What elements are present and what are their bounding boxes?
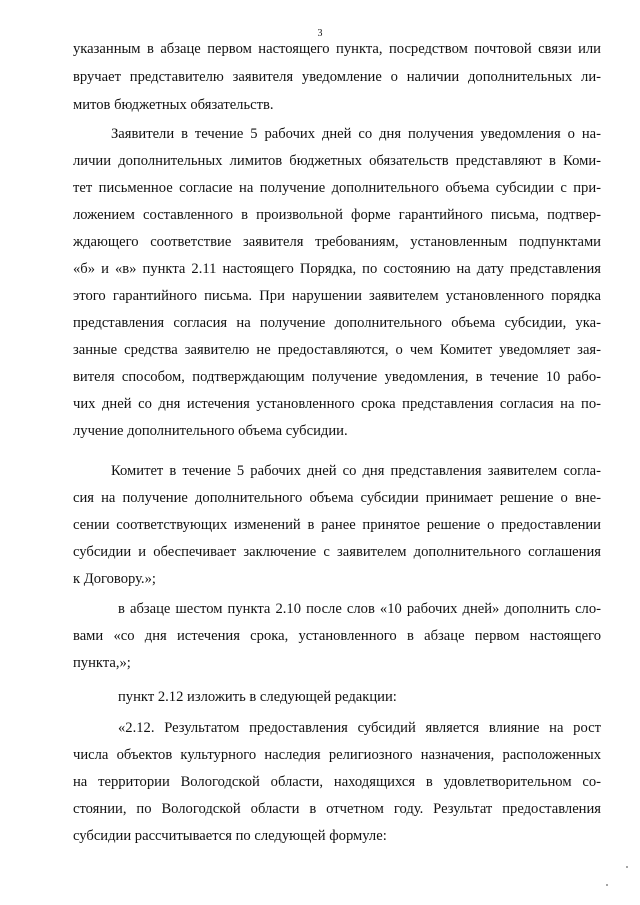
text-line: сении соответствующих изменений в ранее принятое решение о предоставлении — [73, 517, 601, 533]
text-line: числа объектов культурного наследия религиозного назначения, расположенных — [73, 747, 601, 763]
text-line: субсидии рассчитывается по следующей формуле: — [73, 828, 387, 844]
text-line: сия на получение дополнительного объема субсидии принимает решение о вне- — [73, 490, 601, 506]
text-line: лучение дополнительного объема субсидии. — [73, 423, 348, 439]
text-line: тет письменное согласие на получение дополнительного объема субсидии с при- — [73, 180, 601, 196]
text-line: Заявители в течение 5 рабочих дней со дня получения уведомления о на- — [111, 126, 601, 142]
text-line: ждающего соответствие заявителя требованиям, установленным подпунктами — [73, 234, 601, 250]
text-line: стоянии, по Вологодской области в отчетном году. Результат предоставления — [73, 801, 601, 817]
scan-speck — [626, 866, 628, 868]
text-line: вами «со дня истечения срока, установленного в абзаце первом настоящего — [73, 628, 601, 644]
text-line: «б» и «в» пункта 2.11 настоящего Порядка, по состоянию на дату представления — [73, 261, 601, 277]
text-line: Комитет в течение 5 рабочих дней со дня представления заявителем согла- — [111, 463, 601, 479]
text-line: в абзаце шестом пункта 2.10 после слов «10 рабочих дней» дополнить сло- — [118, 601, 601, 617]
text-line: пункта,»; — [73, 655, 131, 671]
scan-speck — [606, 884, 608, 886]
text-line: «2.12. Результатом предоставления субсидий является влияние на рост — [118, 720, 601, 736]
text-line: к Договору.»; — [73, 571, 156, 587]
text-line: митов бюджетных обязательств. — [73, 97, 274, 113]
text-line: указанным в абзаце первом настоящего пункта, посредством почтовой связи или — [73, 41, 601, 57]
text-line: вручает представителю заявителя уведомление о наличии дополнительных ли- — [73, 69, 601, 85]
text-line: представления согласия на получение дополнительного объема субсидии, ука- — [73, 315, 601, 331]
text-line: чих дней со дня истечения установленного срока представления согласия на по- — [73, 396, 601, 412]
text-line: вителя способом, подтверждающим получение уведомления, в течение 10 рабо- — [73, 369, 601, 385]
text-line: ложением составленного в произвольной форме гарантийного письма, подтвер- — [73, 207, 601, 223]
text-line: пункт 2.12 изложить в следующей редакции: — [118, 689, 397, 705]
text-line: субсидии и обеспечивает заключение с заявителем дополнительного соглашения — [73, 544, 601, 560]
text-line: на территории Вологодской области, находящихся в удовлетворительном со- — [73, 774, 601, 790]
text-line: этого гарантийного письма. При нарушении заявителем установленного порядка — [73, 288, 601, 304]
page-number: 3 — [317, 28, 323, 39]
text-line: личии дополнительных лимитов бюджетных обязательств представляют в Коми- — [73, 153, 601, 169]
text-line: занные средства заявителю не предоставляются, о чем Комитет уведомляет зая- — [73, 342, 601, 358]
